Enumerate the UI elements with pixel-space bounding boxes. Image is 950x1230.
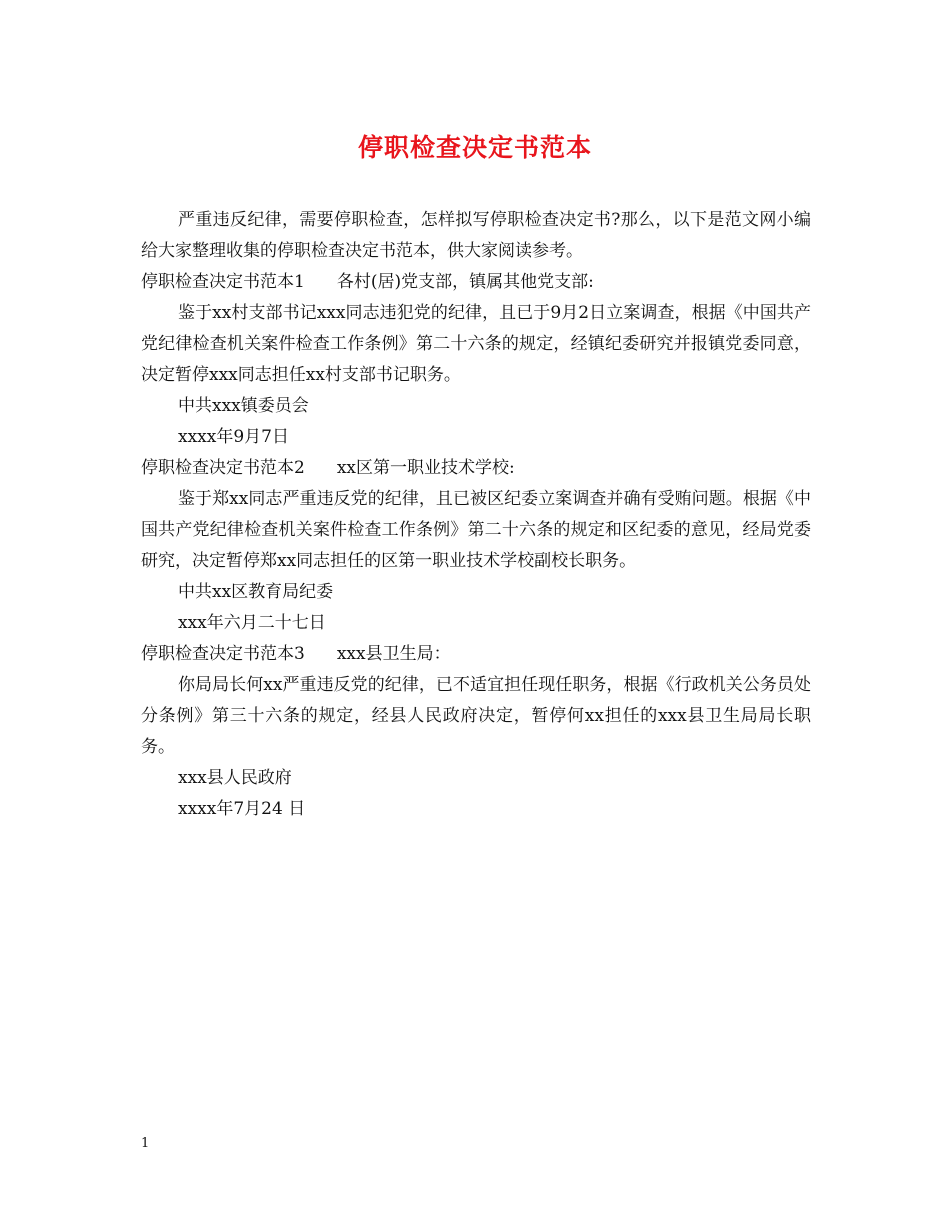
sample-3-header — [141, 639, 811, 670]
intro-paragraph: 严重违反纪律，需要停职检查，怎样拟写停职检查决定书?那么，以下是范文网小编给大家整理收集的停职检查决定书范本，供大家阅读参考。 — [141, 210, 811, 261]
sample-1-body: 鉴于xx村支部书记xxx同志违犯党的纪律，且已于9月2日立案调查，根据《中国共产党纪律检查机关案件检查工作条例》第二十六条的规定，经镇纪委研究并报镇党委同意，决定暂停xxx同志担任xx村支部书记职务。 — [141, 303, 811, 385]
sample-3-body: 你局局长何xx严重违反党的纪律，已不适宜担任现任职务，根据《行政机关公务员处分条例》第三十六条的规定，经县人民政府决定，暂停何xx担任的xxx县卫生局局长职务。 — [141, 675, 811, 757]
page-number: 1 — [141, 1136, 150, 1151]
sample-3-date: xxxx年7月24 日 — [178, 799, 306, 819]
sample-3-signatory: xxx县人民政府 — [178, 768, 292, 788]
sample-1-signatory: 中共xxx镇委员会 — [178, 396, 309, 416]
sample-2-body: 鉴于郑xx同志严重违反党的纪律，且已被区纪委立案调查并确有受贿问题。根据《中国共产党纪律检查机关案件检查工作条例》第二十六条的规定和区纪委的意见，经局党委研究，决定暂停郑xx同志担任的区第一职业技术学校副校长职务。 — [141, 489, 811, 571]
sample-1-heading: 停职检查决定书范本1 — [141, 272, 305, 292]
sample-2-signatory: 中共xx区教育局纪委 — [178, 582, 334, 602]
document-title: 停职检查决定书范本 — [357, 133, 592, 162]
sample-2-addressee: xx区第一职业技术学校: — [336, 458, 515, 478]
sample-3-heading: 停职检查决定书范本3 — [141, 644, 305, 664]
sample-2-heading: 停职检查决定书范本2 — [141, 458, 305, 478]
document-body — [141, 205, 811, 825]
sample-1-date: xxxx年9月7日 — [178, 427, 289, 447]
sample-1-addressee: 各村(居)党支部，镇属其他党支部: — [336, 272, 594, 292]
sample-1-header — [141, 267, 811, 298]
sample-2-header — [141, 453, 811, 484]
sample-2-date: xxx年六月二十七日 — [178, 613, 326, 633]
sample-3-addressee: xxx县卫生局： — [336, 644, 451, 664]
